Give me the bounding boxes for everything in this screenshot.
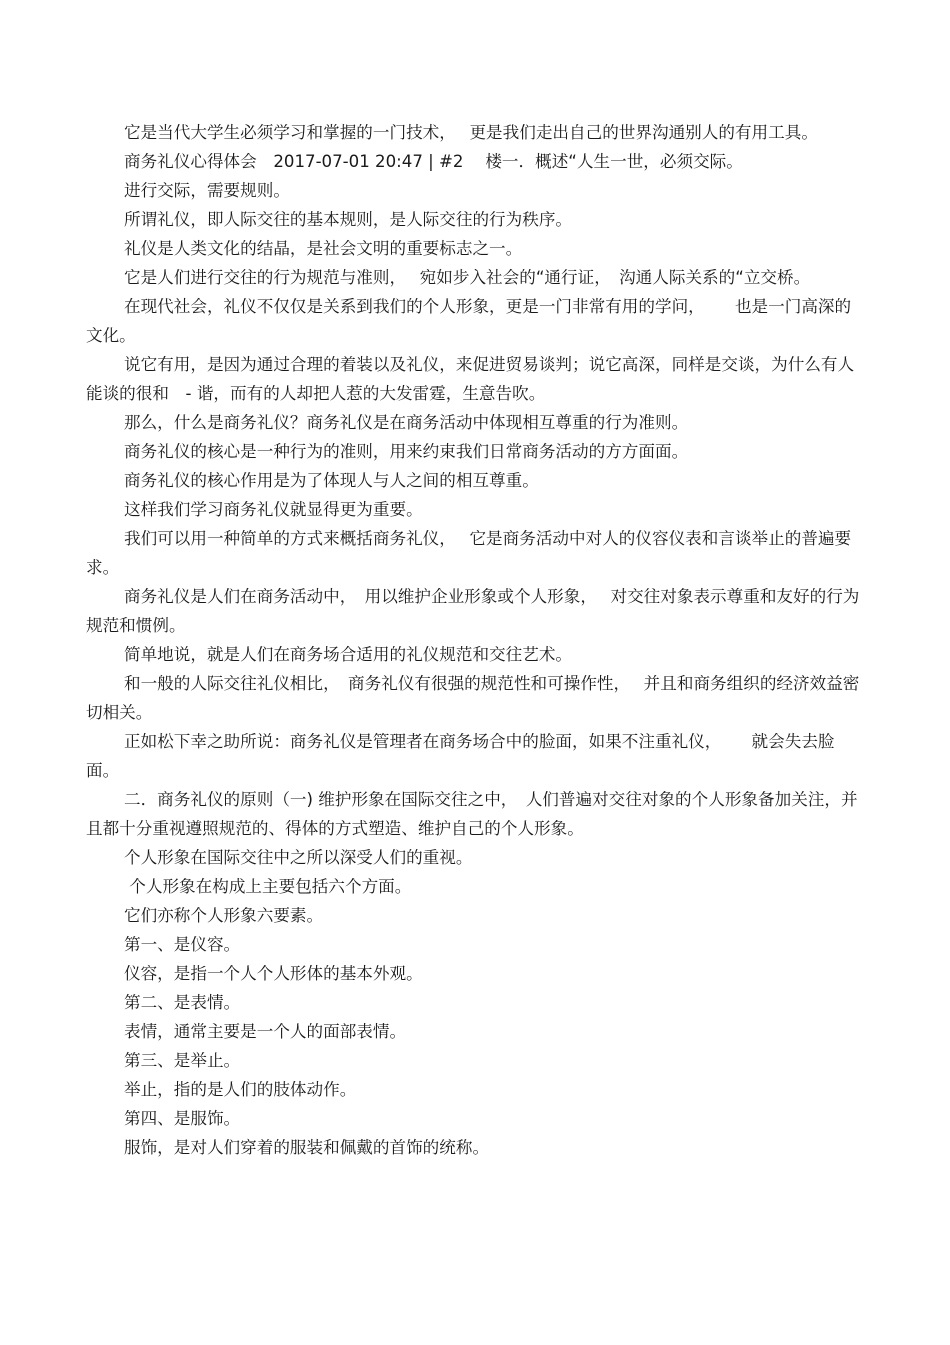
- paragraph: 和一般的人际交往礼仪相比， 商务礼仪有很强的规范性和可操作性， 并且和商务组织的经济效益密切相关。: [86, 674, 860, 722]
- paragraph: 商务礼仪是人们在商务活动中， 用以维护企业形象或个人形象， 对交往对象表示尊重和友好的行为规范和惯例。: [86, 587, 860, 635]
- paragraph: 在现代社会，礼仪不仅仅是关系到我们的个人形象，更是一门非常有用的学问， 也是一门高深的文化。: [86, 297, 852, 345]
- paragraph: 进行交际，需要规则。: [124, 181, 290, 200]
- paragraph: 二．商务礼仪的原则（一) 维护形象在国际交往之中， 人们普遍对交往对象的个人形象备加关注，并且都十分重视遵照规范的、得体的方式塑造、维护自己的个人形象。: [86, 790, 858, 838]
- paragraph: 简单地说，就是人们在商务场合适用的礼仪规范和交往艺术。: [124, 645, 573, 664]
- paragraph: 它是当代大学生必须学习和掌握的一门技术， 更是我们走出自己的世界沟通别人的有用工具。: [124, 123, 818, 142]
- paragraph: 个人形象在构成上主要包括六个方面。: [124, 877, 412, 896]
- paragraph: 举止，指的是人们的肢体动作。: [124, 1080, 357, 1099]
- paragraph: 正如松下幸之助所说：商务礼仪是管理者在商务场合中的脸面，如果不注重礼仪， 就会失去脸面。: [86, 732, 835, 780]
- paragraph: 礼仪是人类文化的结晶，是社会文明的重要标志之一。: [124, 239, 523, 258]
- document-body: [86, 118, 866, 1162]
- paragraph: 第四、是服饰。: [124, 1109, 241, 1128]
- paragraph: 我们可以用一种简单的方式来概括商务礼仪， 它是商务活动中对人的仪容仪表和言谈举止的普遍要求。: [86, 529, 852, 577]
- paragraph: 它是人们进行交往的行为规范与准则， 宛如步入社会的“通行证， 沟通人际关系的“立交桥。: [124, 268, 811, 287]
- paragraph: 服饰，是对人们穿着的服装和佩戴的首饰的统称。: [124, 1138, 490, 1157]
- paragraph: 商务礼仪的核心作用是为了体现人与人之间的相互尊重。: [124, 471, 539, 490]
- paragraph: 个人形象在国际交往中之所以深受人们的重视。: [124, 848, 473, 867]
- paragraph: 表情，通常主要是一个人的面部表情。: [124, 1022, 407, 1041]
- paragraph: 第二、是表情。: [124, 993, 241, 1012]
- paragraph: 第一、是仪容。: [124, 935, 241, 954]
- paragraph: 商务礼仪心得体会 2017-07-01 20:47 | #2 楼一．概述“人生一世，必须交际。: [124, 152, 743, 171]
- paragraph: 商务礼仪的核心是一种行为的准则，用来约束我们日常商务活动的方方面面。: [124, 442, 689, 461]
- paragraph: 说它有用，是因为通过合理的着装以及礼仪，来促进贸易谈判；说它高深，同样是交谈，为什么有人能谈的很和 - 谐，而有的人却把人惹的大发雷霆，生意告吹。: [86, 355, 855, 403]
- paragraph: 这样我们学习商务礼仪就显得更为重要。: [124, 500, 423, 519]
- paragraph: 那么，什么是商务礼仪？商务礼仪是在商务活动中体现相互尊重的行为准则。: [124, 413, 689, 432]
- paragraph: 它们亦称个人形象六要素。: [124, 906, 324, 925]
- paragraph: 仪容，是指一个人个人形体的基本外观。: [124, 964, 423, 983]
- paragraph: 第三、是举止。: [124, 1051, 241, 1070]
- paragraph: 所谓礼仪，即人际交往的基本规则，是人际交往的行为秩序。: [124, 210, 573, 229]
